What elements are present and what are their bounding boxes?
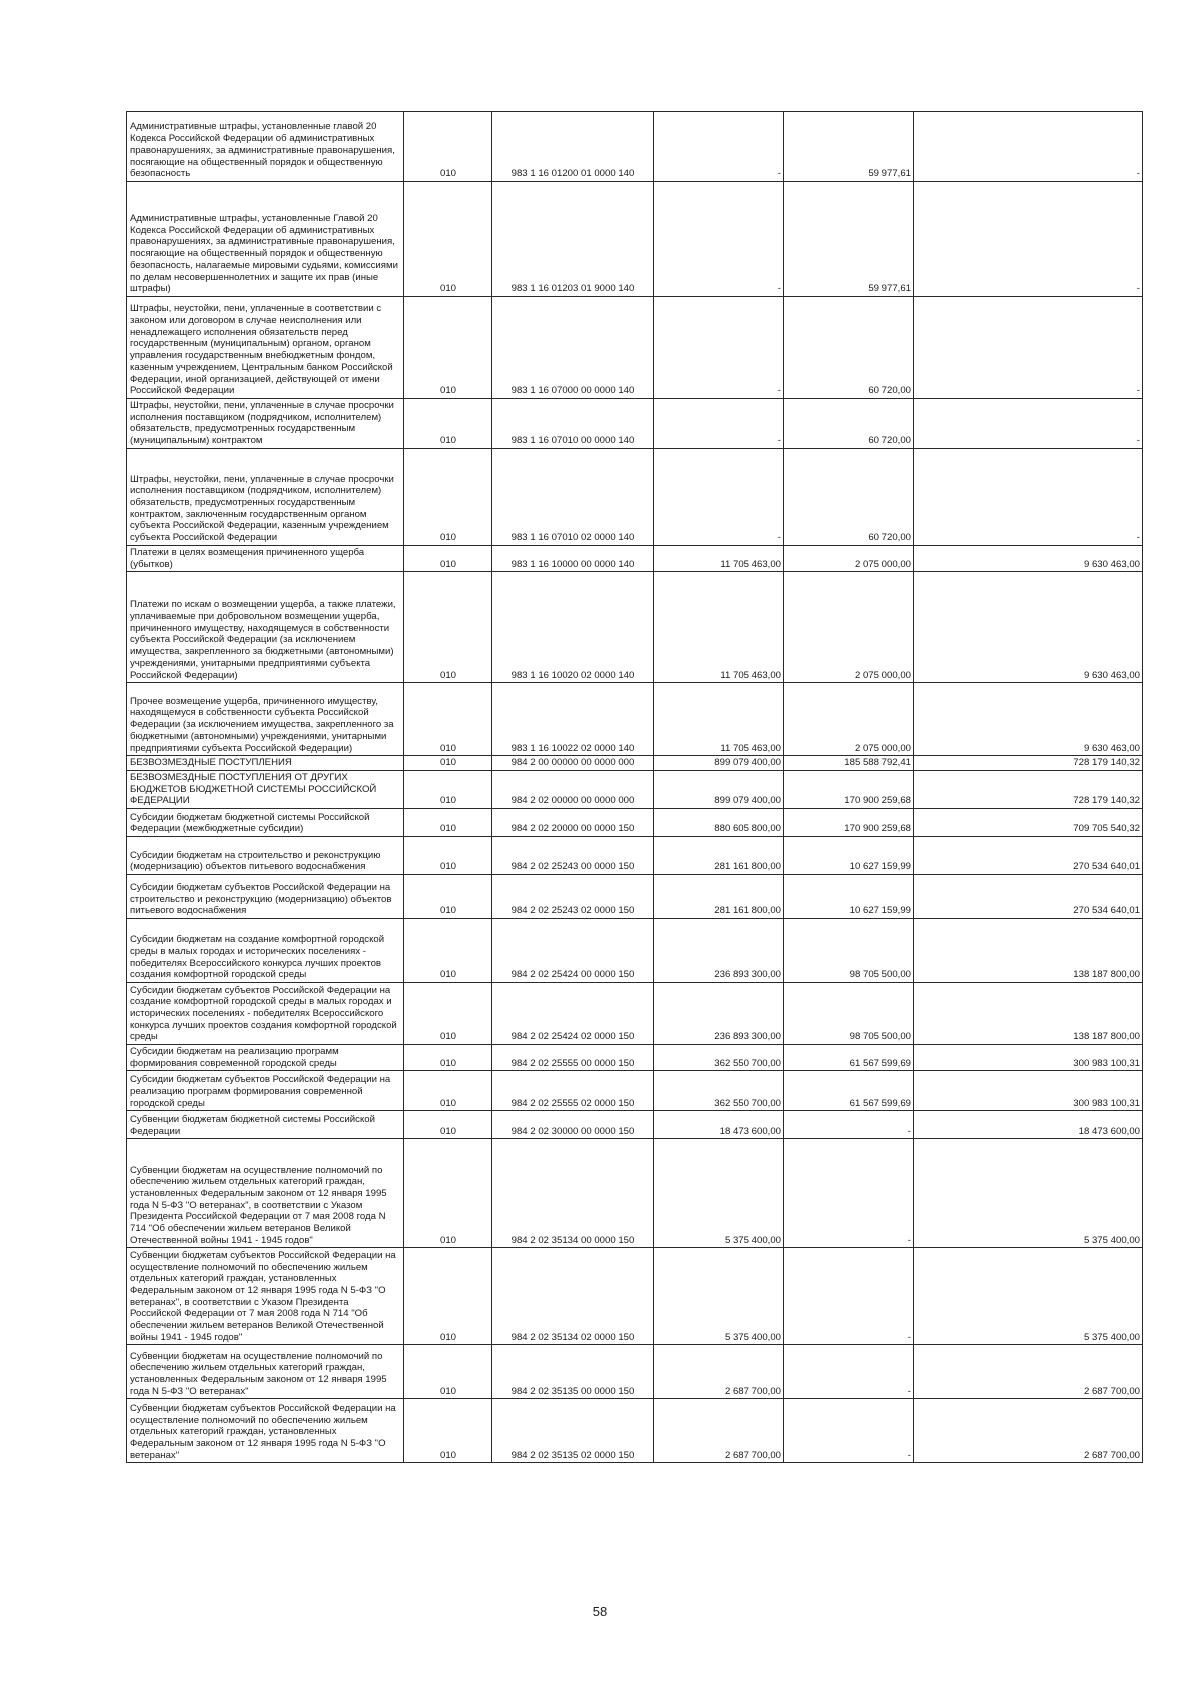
table-row [127, 683, 1143, 756]
table-row [127, 1045, 1143, 1071]
row-planned-cell: 2 687 700,00 [654, 1399, 784, 1463]
row-planned-cell: - [654, 297, 784, 399]
row-planned-cell: 362 550 700,00 [654, 1071, 784, 1111]
row-budget-code-cell: 983 1 16 07010 00 0000 140 [492, 399, 654, 449]
row-planned-cell: 281 161 800,00 [654, 875, 784, 919]
row-executed-cell: 59 977,61 [784, 112, 914, 182]
row-planned-cell: 362 550 700,00 [654, 1045, 784, 1071]
row-name-cell: Субсидии бюджетам субъектов Российской Федерации на создание комфортной городской среды в малых городах и исторических поселениях - победителях Всероссийского конкурса лучших проектов создания комфортной городской среды [127, 983, 404, 1045]
row-code-cell: 010 [404, 1248, 492, 1345]
row-budget-code-cell: 984 2 00 00000 00 0000 000 [492, 756, 654, 771]
row-name-cell: Субсидии бюджетам субъектов Российской Федерации на реализацию программ формирования современной городской среды [127, 1071, 404, 1111]
table-row [127, 983, 1143, 1045]
row-planned-cell: 11 705 463,00 [654, 683, 784, 756]
row-code-cell: 010 [404, 983, 492, 1045]
row-executed-cell: 185 588 792,41 [784, 756, 914, 771]
row-executed-cell: 2 075 000,00 [784, 683, 914, 756]
row-code-cell: 010 [404, 1045, 492, 1071]
row-name-cell: Субвенции бюджетам субъектов Российской Федерации на осуществление полномочий по обеспечению жильем отдельных категорий граждан, установленных Федеральным законом от 12 января 1995 года N 5-ФЗ "О ветеранах" [127, 1399, 404, 1463]
row-remaining-cell: 2 687 700,00 [914, 1345, 1143, 1399]
row-name-cell: Субвенции бюджетам на осуществление полномочий по обеспечению жильем отдельных категорий граждан, установленных Федеральным законом от 12 января 1995 года N 5-ФЗ "О ветеранах" [127, 1345, 404, 1399]
row-code-cell: 010 [404, 875, 492, 919]
row-budget-code-cell: 983 1 16 10020 02 0000 140 [492, 572, 654, 683]
row-executed-cell: 98 705 500,00 [784, 983, 914, 1045]
row-budget-code-cell: 984 2 02 25555 02 0000 150 [492, 1071, 654, 1111]
row-name-cell: Платежи по искам о возмещении ущерба, а также платежи, уплачиваемые при добровольном возмещении ущерба, причиненного имуществу, находящемуся в собственности субъекта Российской Федерации (за исключением имущества, закрепленного за бюджетными (автономными) учреждениями, унитарными предприятиями субъекта Российской Федерации) [127, 572, 404, 683]
row-code-cell: 010 [404, 448, 492, 545]
row-name-cell: Административные штрафы, установленные главой 20 Кодекса Российской Федерации об административных правонарушениях, за административные правонарушения, посягающие на общественный порядок и общественную безопасность [127, 112, 404, 182]
row-budget-code-cell: 984 2 02 25243 00 0000 150 [492, 837, 654, 875]
row-code-cell: 010 [404, 683, 492, 756]
row-executed-cell: - [784, 1139, 914, 1248]
row-name-cell: Субсидии бюджетам бюджетной системы Российской Федерации (межбюджетные субсидии) [127, 809, 404, 837]
row-name-cell: Штрафы, неустойки, пени, уплаченные в случае просрочки исполнения поставщиком (подрядчиком, исполнителем) обязательств, предусмотренных государственным (муниципальным) контрактом [127, 399, 404, 449]
row-planned-cell: 236 893 300,00 [654, 983, 784, 1045]
table-row [127, 770, 1143, 808]
row-remaining-cell: 9 630 463,00 [914, 572, 1143, 683]
row-planned-cell: 880 605 800,00 [654, 809, 784, 837]
table-row [127, 572, 1143, 683]
table-row [127, 1248, 1143, 1345]
row-planned-cell: 18 473 600,00 [654, 1111, 784, 1139]
row-executed-cell: 60 720,00 [784, 399, 914, 449]
row-remaining-cell: 270 534 640,01 [914, 875, 1143, 919]
row-budget-code-cell: 984 2 02 25424 00 0000 150 [492, 919, 654, 983]
table-row [127, 399, 1143, 449]
row-budget-code-cell: 984 2 02 25243 02 0000 150 [492, 875, 654, 919]
row-name-cell: Административные штрафы, установленные Главой 20 Кодекса Российской Федерации об административных правонарушениях, за административные правонарушения, посягающие на общественный порядок и общественную безопасность, налагаемые мировыми судьями, комиссиями по делам несовершеннолетних и защите их прав (иные штрафы) [127, 182, 404, 297]
row-remaining-cell: 300 983 100,31 [914, 1045, 1143, 1071]
row-name-cell: БЕЗВОЗМЕЗДНЫЕ ПОСТУПЛЕНИЯ ОТ ДРУГИХ БЮДЖЕТОВ БЮДЖЕТНОЙ СИСТЕМЫ РОССИЙСКОЙ ФЕДЕРАЦИИ [127, 770, 404, 808]
row-remaining-cell: - [914, 448, 1143, 545]
row-budget-code-cell: 983 1 16 07000 00 0000 140 [492, 297, 654, 399]
table-row [127, 1111, 1143, 1139]
row-remaining-cell: - [914, 297, 1143, 399]
row-remaining-cell: 728 179 140,32 [914, 770, 1143, 808]
table-row [127, 756, 1143, 771]
row-remaining-cell: 9 630 463,00 [914, 683, 1143, 756]
row-remaining-cell: - [914, 112, 1143, 182]
budget-revenue-table [126, 111, 1143, 1463]
table-row [127, 297, 1143, 399]
row-code-cell: 010 [404, 1139, 492, 1248]
row-code-cell: 010 [404, 837, 492, 875]
row-planned-cell: 899 079 400,00 [654, 756, 784, 771]
row-budget-code-cell: 984 2 02 35135 02 0000 150 [492, 1399, 654, 1463]
row-executed-cell: - [784, 1111, 914, 1139]
row-executed-cell: 60 720,00 [784, 297, 914, 399]
row-budget-code-cell: 984 2 02 30000 00 0000 150 [492, 1111, 654, 1139]
row-budget-code-cell: 984 2 02 35135 00 0000 150 [492, 1345, 654, 1399]
table-row [127, 112, 1143, 182]
row-code-cell: 010 [404, 809, 492, 837]
row-name-cell: Субвенции бюджетам на осуществление полномочий по обеспечению жильем отдельных категорий граждан, установленных Федеральным законом от 12 января 1995 года N 5-ФЗ "О ветеранах", в соответствии с Указом Президента Российской Федерации от 7 мая 2008 года N 714 "Об обеспечении жильем ветеранов Великой Отечественной войны 1941 - 1945 годов" [127, 1139, 404, 1248]
row-code-cell: 010 [404, 1345, 492, 1399]
row-planned-cell: 281 161 800,00 [654, 837, 784, 875]
row-remaining-cell: 300 983 100,31 [914, 1071, 1143, 1111]
row-executed-cell: - [784, 1399, 914, 1463]
row-planned-cell: 11 705 463,00 [654, 572, 784, 683]
row-remaining-cell: - [914, 399, 1143, 449]
row-budget-code-cell: 983 1 16 10000 00 0000 140 [492, 545, 654, 571]
row-planned-cell: - [654, 448, 784, 545]
table-row [127, 809, 1143, 837]
row-remaining-cell: 138 187 800,00 [914, 983, 1143, 1045]
row-executed-cell: 98 705 500,00 [784, 919, 914, 983]
table-row [127, 545, 1143, 571]
row-name-cell: Штрафы, неустойки, пени, уплаченные в соответствии с законом или договором в случае неисполнения или ненадлежащего исполнения обязательств перед государственным (муниципальным) органом, органом управления государственным внебюджетным фондом, казенным учреждением, Центральным банком Российской Федерации, иной организацией, действующей от имени Российской Федерации [127, 297, 404, 399]
row-budget-code-cell: 984 2 02 25424 02 0000 150 [492, 983, 654, 1045]
row-name-cell: Прочее возмещение ущерба, причиненного имуществу, находящемуся в собственности субъекта Российской Федерации (за исключением имущества, закрепленного за бюджетными (автономными) учреждениями, унитарными предприятиями субъекта Российской Федерации) [127, 683, 404, 756]
row-executed-cell: 61 567 599,69 [784, 1045, 914, 1071]
row-executed-cell: 59 977,61 [784, 182, 914, 297]
row-code-cell: 010 [404, 1399, 492, 1463]
row-planned-cell: 2 687 700,00 [654, 1345, 784, 1399]
row-budget-code-cell: 983 1 16 01200 01 0000 140 [492, 112, 654, 182]
page-number: 58 [592, 1604, 608, 1619]
table-row [127, 1399, 1143, 1463]
row-executed-cell: 2 075 000,00 [784, 572, 914, 683]
row-executed-cell: 10 627 159,99 [784, 875, 914, 919]
row-code-cell: 010 [404, 182, 492, 297]
table-row [127, 919, 1143, 983]
row-executed-cell: - [784, 1345, 914, 1399]
table-row [127, 1345, 1143, 1399]
row-remaining-cell: 138 187 800,00 [914, 919, 1143, 983]
table-body [127, 112, 1143, 1463]
row-code-cell: 010 [404, 770, 492, 808]
row-remaining-cell: 9 630 463,00 [914, 545, 1143, 571]
row-planned-cell: 11 705 463,00 [654, 545, 784, 571]
row-planned-cell: 5 375 400,00 [654, 1139, 784, 1248]
table-row [127, 875, 1143, 919]
table-row [127, 1071, 1143, 1111]
row-planned-cell: 236 893 300,00 [654, 919, 784, 983]
row-code-cell: 010 [404, 1071, 492, 1111]
row-remaining-cell: - [914, 182, 1143, 297]
row-remaining-cell: 18 473 600,00 [914, 1111, 1143, 1139]
row-name-cell: Штрафы, неустойки, пени, уплаченные в случае просрочки исполнения поставщиком (подрядчиком, исполнителем) обязательств, предусмотренных государственным контрактом, заключенным государственным органом субъекта Российской Федерации, казенным учреждением субъекта Российской Федерации [127, 448, 404, 545]
row-planned-cell: - [654, 399, 784, 449]
row-remaining-cell: 2 687 700,00 [914, 1399, 1143, 1463]
row-name-cell: Субсидии бюджетам субъектов Российской Федерации на строительство и реконструкцию (модернизацию) объектов питьевого водоснабжения [127, 875, 404, 919]
row-budget-code-cell: 983 1 16 01203 01 9000 140 [492, 182, 654, 297]
row-code-cell: 010 [404, 919, 492, 983]
row-code-cell: 010 [404, 1111, 492, 1139]
row-budget-code-cell: 984 2 02 00000 00 0000 000 [492, 770, 654, 808]
row-code-cell: 010 [404, 572, 492, 683]
row-remaining-cell: 728 179 140,32 [914, 756, 1143, 771]
row-code-cell: 010 [404, 112, 492, 182]
row-budget-code-cell: 984 2 02 20000 00 0000 150 [492, 809, 654, 837]
row-name-cell: БЕЗВОЗМЕЗДНЫЕ ПОСТУПЛЕНИЯ [127, 756, 404, 771]
row-budget-code-cell: 983 1 16 07010 02 0000 140 [492, 448, 654, 545]
row-planned-cell: 5 375 400,00 [654, 1248, 784, 1345]
row-code-cell: 010 [404, 545, 492, 571]
row-remaining-cell: 5 375 400,00 [914, 1248, 1143, 1345]
row-code-cell: 010 [404, 297, 492, 399]
row-name-cell: Субсидии бюджетам на строительство и реконструкцию (модернизацию) объектов питьевого водоснабжения [127, 837, 404, 875]
row-remaining-cell: 709 705 540,32 [914, 809, 1143, 837]
table-row [127, 837, 1143, 875]
row-planned-cell: - [654, 112, 784, 182]
row-name-cell: Субвенции бюджетам субъектов Российской Федерации на осуществление полномочий по обеспечению жильем отдельных категорий граждан, установленных Федеральным законом от 12 января 1995 года N 5-ФЗ "О ветеранах", в соответствии с Указом Президента Российской Федерации от 7 мая 2008 года N 714 "Об обеспечении жильем ветеранов Великой Отечественной войны 1941 - 1945 годов" [127, 1248, 404, 1345]
row-remaining-cell: 5 375 400,00 [914, 1139, 1143, 1248]
table-row [127, 1139, 1143, 1248]
row-executed-cell: 170 900 259,68 [784, 809, 914, 837]
row-name-cell: Платежи в целях возмещения причиненного ущерба (убытков) [127, 545, 404, 571]
row-name-cell: Субсидии бюджетам на реализацию программ формирования современной городской среды [127, 1045, 404, 1071]
row-budget-code-cell: 984 2 02 25555 00 0000 150 [492, 1045, 654, 1071]
row-executed-cell: 2 075 000,00 [784, 545, 914, 571]
table-row [127, 182, 1143, 297]
row-remaining-cell: 270 534 640,01 [914, 837, 1143, 875]
table-row [127, 448, 1143, 545]
row-executed-cell: 61 567 599,69 [784, 1071, 914, 1111]
row-code-cell: 010 [404, 399, 492, 449]
row-name-cell: Субсидии бюджетам на создание комфортной городской среды в малых городах и исторических поселениях - победителях Всероссийского конкурса лучших проектов создания комфортной городской среды [127, 919, 404, 983]
row-executed-cell: 60 720,00 [784, 448, 914, 545]
row-budget-code-cell: 983 1 16 10022 02 0000 140 [492, 683, 654, 756]
row-planned-cell: 899 079 400,00 [654, 770, 784, 808]
row-executed-cell: 170 900 259,68 [784, 770, 914, 808]
row-budget-code-cell: 984 2 02 35134 02 0000 150 [492, 1248, 654, 1345]
row-executed-cell: - [784, 1248, 914, 1345]
row-code-cell: 010 [404, 756, 492, 771]
row-name-cell: Субвенции бюджетам бюджетной системы Российской Федерации [127, 1111, 404, 1139]
row-planned-cell: - [654, 182, 784, 297]
row-budget-code-cell: 984 2 02 35134 00 0000 150 [492, 1139, 654, 1248]
row-executed-cell: 10 627 159,99 [784, 837, 914, 875]
